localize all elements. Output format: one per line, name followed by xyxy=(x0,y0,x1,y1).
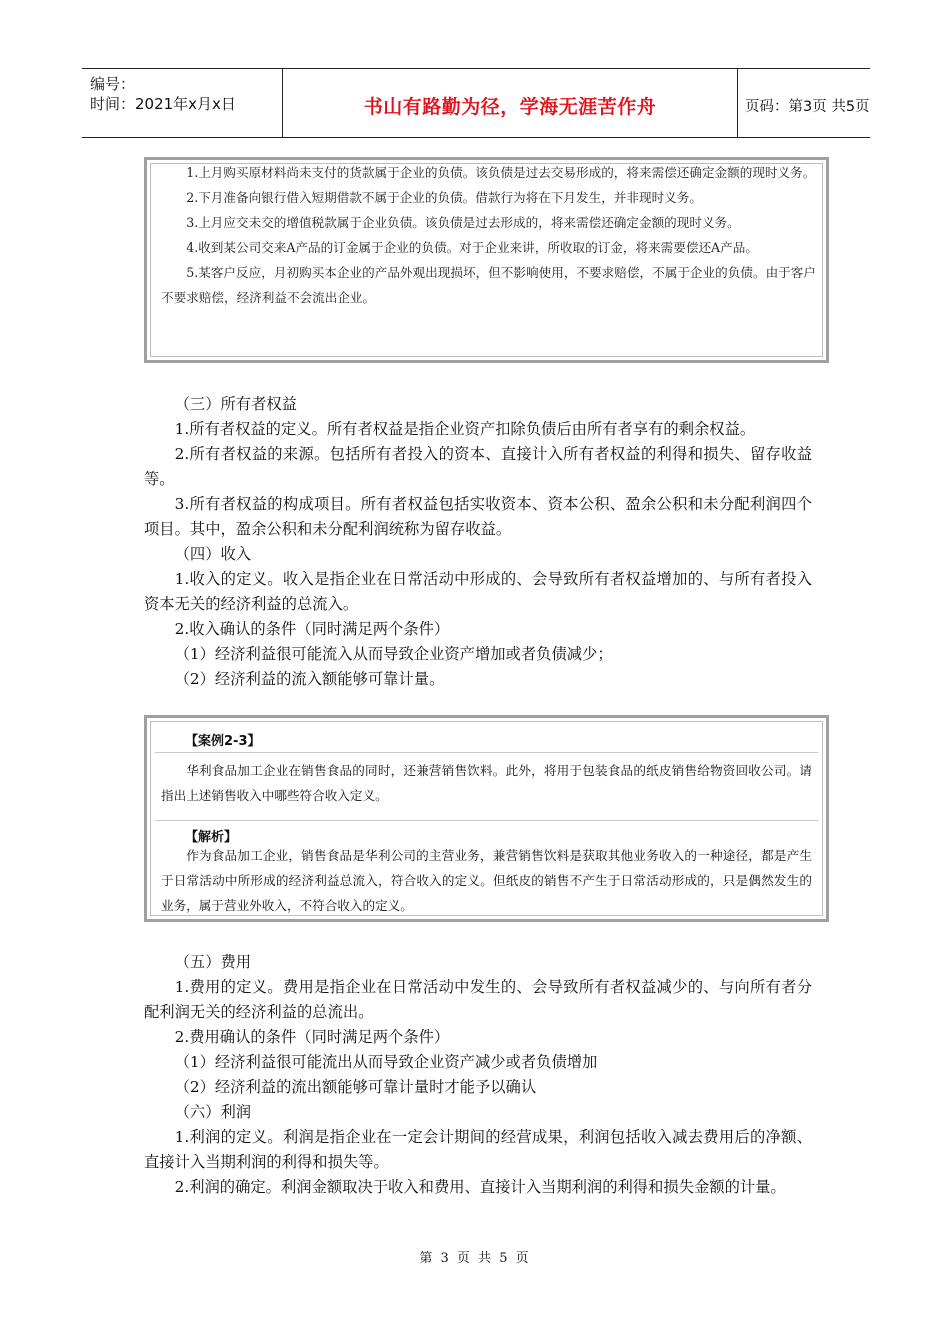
body-paragraph: 2.所有者权益的来源。包括所有者投入的资本、直接计入所有者权益的利得和损失、留存收益等。 xyxy=(144,445,812,488)
box1-paragraph: 4.收到某公司交来A产品的订金属于企业的负债。对于企业来讲，所收取的订金，将来需要偿还A产品。 xyxy=(186,240,758,255)
analysis-body xyxy=(155,843,818,918)
page-info: 页码：第3页 共5页 xyxy=(745,99,870,115)
case-body xyxy=(155,754,818,821)
body-paragraph: 2.利润的确定。利润金额取决于收入和费用、直接计入当期利润的利得和损失金额的计量。 xyxy=(174,1178,786,1196)
case-title-row xyxy=(155,726,818,753)
body-paragraph: （2）经济利益的流出额能够可靠计量时才能予以确认 xyxy=(174,1078,537,1096)
body-paragraph: 3.所有者权益的构成项目。所有者权益包括实收资本、资本公积、盈余公积和未分配利润四个项目。其中，盈余公积和未分配利润统称为留存收益。 xyxy=(144,495,812,538)
motto: 书山有路勤为径，学海无涯苦作舟 xyxy=(363,96,657,118)
section-expense-profit xyxy=(144,950,812,1200)
liability-answer-box xyxy=(144,157,829,363)
page-footer: 第 3 页 共 5 页 xyxy=(419,1251,531,1266)
case-title: 【案例2-3】 xyxy=(185,734,261,749)
section-equity-revenue xyxy=(144,392,812,692)
section-heading: （三）所有者权益 xyxy=(174,395,297,413)
section-heading: （五）费用 xyxy=(174,953,252,971)
header-motto-cell xyxy=(282,69,738,137)
body-paragraph: 1.收入的定义。收入是指企业在日常活动中形成的、会导致所有者权益增加的、与所有者投入资本无关的经济利益的总流入。 xyxy=(144,570,812,613)
date-label: 时间：2021年x月x日 xyxy=(90,95,236,113)
analysis-title: 【解析】 xyxy=(185,830,238,845)
body-paragraph: 2.费用确认的条件（同时满足两个条件） xyxy=(174,1028,450,1046)
body-paragraph: （2）经济利益的流入额能够可靠计量。 xyxy=(174,670,445,688)
section-heading: （六）利润 xyxy=(174,1103,252,1121)
body-paragraph: 1.利润的定义。利润是指企业在一定会计期间的经营成果，利润包括收入减去费用后的净额、直接计入当期利润的利得和损失等。 xyxy=(144,1128,812,1171)
body-paragraph: 1.费用的定义。费用是指企业在日常活动中发生的、会导致所有者权益减少的、与向所有者分配利润无关的经济利益的总流出。 xyxy=(144,978,812,1021)
box1-text xyxy=(161,160,816,310)
body-paragraph: （1）经济利益很可能流出从而导致企业资产减少或者负债增加 xyxy=(174,1053,598,1071)
number-label: 编号： xyxy=(90,75,136,93)
case-text: 华利食品加工企业在销售食品的同时，还兼营销售饮料。此外，将用于包装食品的纸皮销售给物资回收公司。请指出上述销售收入中哪些符合收入定义。 xyxy=(161,763,812,803)
body-paragraph: 1.所有者权益的定义。所有者权益是指企业资产扣除负债后由所有者享有的剩余权益。 xyxy=(174,420,756,438)
header-meta xyxy=(82,69,282,137)
page-header xyxy=(82,68,870,138)
analysis-text: 作为食品加工企业，销售食品是华利公司的主营业务，兼营销售饮料是获取其他业务收入的一种途径，都是产生于日常活动中所形成的经济利益总流入，符合收入的定义。但纸皮的销售不产生于日常活动形成的，只是偶然发生的业务，属于营业外收入，不符合收入的定义。 xyxy=(161,848,812,913)
header-page-cell xyxy=(737,69,870,137)
body-paragraph: （1）经济利益很可能流入从而导致企业资产增加或者负债减少； xyxy=(174,645,613,663)
box1-paragraph: 2.下月准备向银行借入短期借款不属于企业的负债。借款行为将在下月发生，并非现时义务。 xyxy=(186,190,702,205)
section-heading: （四）收入 xyxy=(174,545,252,563)
box1-paragraph: 3.上月应交未交的增值税款属于企业负债。该负债是过去形成的，将来需偿还确定金额的现时义务。 xyxy=(186,215,740,230)
box1-paragraph: 5.某客户反应，月初购买本企业的产品外观出现损坏，但不影响使用，不要求赔偿，不属于企业的负债。由于客户不要求赔偿，经济利益不会流出企业。 xyxy=(161,265,816,305)
body-paragraph: 2.收入确认的条件（同时满足两个条件） xyxy=(174,620,450,638)
case-box xyxy=(144,715,829,922)
box1-paragraph: 1.上月购买原材料尚未支付的货款属于企业的负债。该负债是过去交易形成的，将来需偿还确定金额的现时义务。 xyxy=(186,165,816,180)
